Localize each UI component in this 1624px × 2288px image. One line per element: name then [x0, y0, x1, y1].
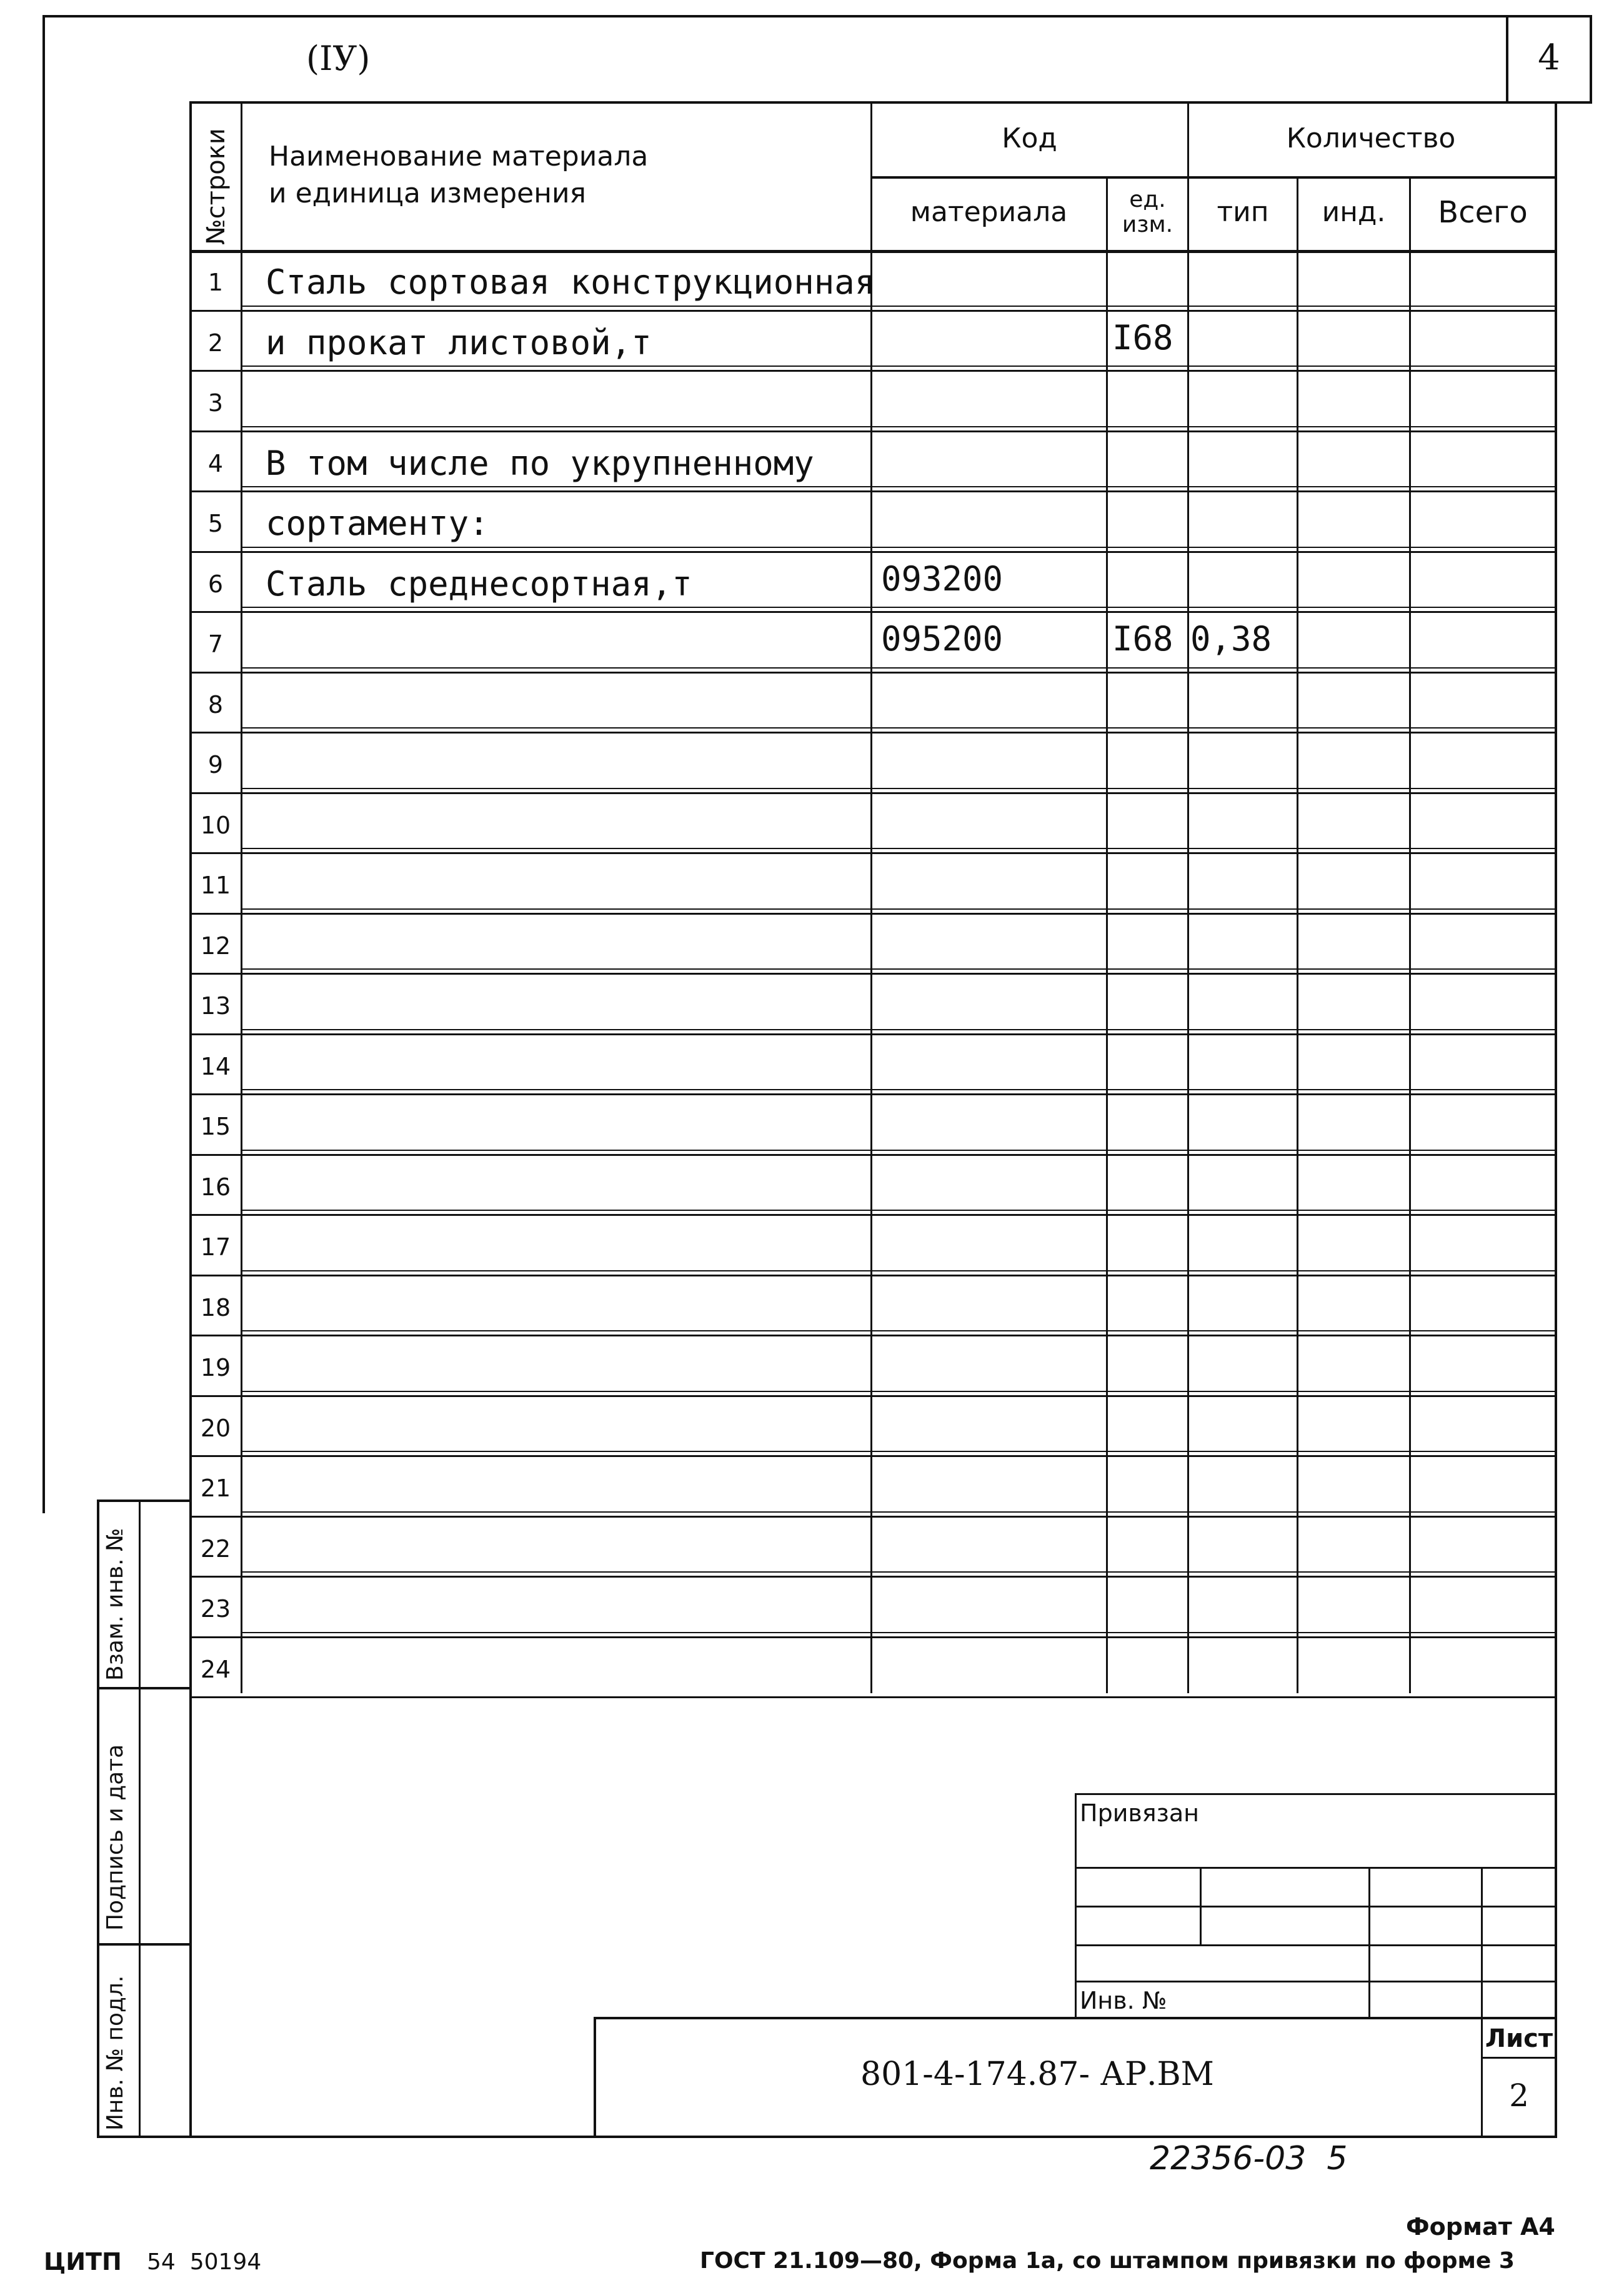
rowno-right: [241, 101, 242, 1693]
gost-note: ГОСТ 21.109—80, Форма 1а, со штампом привязки по форме 3: [700, 2248, 1515, 2274]
row-line: [191, 310, 1556, 312]
row-line-inner: [241, 727, 1556, 729]
col-ind: инд.: [1322, 196, 1386, 229]
row-number: 3: [207, 389, 224, 417]
material-right: [1106, 176, 1108, 1693]
row-line: [191, 370, 1556, 372]
stamp-h4: [1075, 1981, 1556, 1982]
stamp-inv-label: Инв. №: [1080, 1987, 1167, 2014]
cell-name: Сталь среднесортная,т: [266, 564, 692, 604]
row-line-inner: [241, 1391, 1556, 1392]
row-line-inner: [241, 306, 1556, 307]
row-number: 16: [200, 1173, 231, 1201]
row-line-inner: [241, 366, 1556, 367]
table-top: [191, 101, 1556, 104]
row-number: 12: [200, 932, 231, 960]
unit-right: [1187, 101, 1189, 1693]
col-material: материала: [910, 196, 1068, 229]
row-line: [191, 1516, 1556, 1518]
row-line-inner: [241, 547, 1556, 548]
row-number: 10: [200, 811, 231, 839]
row-line-inner: [241, 426, 1556, 427]
row-number: 19: [200, 1354, 231, 1381]
side-div-1: [97, 1687, 191, 1689]
publisher: ЦИТП: [44, 2248, 122, 2276]
stamp-h2: [1075, 1906, 1556, 1907]
row-line: [191, 1214, 1556, 1216]
row-line-inner: [241, 1632, 1556, 1633]
col-name-label: Наименование материала и единица измерения: [269, 140, 649, 209]
col-name: [269, 125, 769, 225]
side-div-3: [97, 2136, 191, 2138]
row-line: [191, 1636, 1556, 1638]
row-line-inner: [241, 607, 1556, 608]
stamp-top: [1075, 1793, 1556, 1795]
cell-unit: I68: [1112, 317, 1173, 357]
row-line: [191, 973, 1556, 975]
col-total: Всего: [1438, 194, 1528, 230]
stamp-h1: [1075, 1867, 1556, 1869]
row-line: [191, 430, 1556, 432]
row-line: [191, 1696, 1556, 1698]
col-row-no-label: №строки: [202, 128, 231, 245]
row-number: 14: [200, 1052, 231, 1080]
row-line-inner: [241, 667, 1556, 669]
code-subheader-line: [872, 176, 1556, 179]
row-line: [191, 672, 1556, 674]
row-number: 24: [200, 1655, 231, 1683]
row-line-inner: [241, 848, 1556, 849]
row-line: [191, 1093, 1556, 1095]
row-line-inner: [241, 1451, 1556, 1452]
row-line: [191, 852, 1556, 854]
row-line-inner: [241, 1571, 1556, 1573]
side-inner: [139, 1500, 141, 2138]
row-number: 22: [200, 1534, 231, 1563]
row-line: [191, 792, 1556, 794]
frame-bottom: [191, 2136, 1557, 2138]
stamp-v1: [1200, 1867, 1202, 1944]
side-strip-top: [97, 1500, 191, 1502]
row-number: 11: [200, 872, 231, 899]
row-number: 21: [200, 1475, 231, 1502]
label-sign-date: Подпись и дата: [102, 1744, 128, 1931]
row-number: 20: [200, 1414, 231, 1442]
row-number: 23: [200, 1595, 231, 1623]
col-code: Код: [1002, 122, 1057, 155]
frame-left: [42, 15, 45, 1513]
row-line-inner: [241, 908, 1556, 910]
side-div-2: [97, 1943, 191, 1946]
label-inv-replace: Взам. инв. №: [102, 1528, 128, 1681]
col-qty: Количество: [1286, 122, 1456, 155]
ind-right: [1409, 176, 1411, 1693]
cell-unit: I68: [1112, 619, 1173, 659]
row-line-inner: [241, 1150, 1556, 1151]
cell-code: 093200: [881, 559, 1004, 599]
row-line: [191, 1154, 1556, 1156]
row-number: 8: [207, 690, 224, 719]
row-number: 4: [207, 449, 224, 477]
page-number: 4: [1538, 37, 1560, 78]
table-right: [1555, 101, 1557, 2138]
cell-name: В том числе по укрупненному: [266, 443, 814, 483]
row-line: [191, 732, 1556, 734]
row-line-inner: [241, 1029, 1556, 1030]
frame-top: [42, 15, 1592, 17]
sheet-number: 2: [1509, 2077, 1529, 2114]
row-number: 9: [207, 751, 224, 778]
row-line-inner: [241, 788, 1556, 789]
row-number: 15: [200, 1113, 231, 1140]
cell-name: и прокат листовой,т: [266, 322, 652, 362]
sheet-mid: [1481, 2057, 1556, 2059]
header-bottom: [191, 250, 1556, 253]
type-right: [1297, 176, 1298, 1693]
row-number: 17: [200, 1233, 231, 1261]
row-line-inner: [241, 1511, 1556, 1513]
cell-name: Сталь сортовая конструкционная: [266, 262, 875, 302]
row-number: 6: [207, 570, 224, 598]
row-line-inner: [241, 968, 1556, 970]
row-line-inner: [241, 1330, 1556, 1331]
row-number: 18: [200, 1293, 231, 1321]
row-line: [191, 1576, 1556, 1578]
row-line: [191, 1395, 1556, 1397]
publisher-code: 54 50194: [147, 2249, 262, 2275]
row-line: [191, 1033, 1556, 1035]
stamp-v2: [1368, 1867, 1370, 2017]
label-inv-orig: Инв. № подл.: [102, 1975, 128, 2131]
row-line: [191, 1275, 1556, 1276]
section-label: (IУ): [306, 39, 371, 78]
col-row-no: [191, 101, 241, 250]
name-right: [870, 101, 872, 1693]
stamp-bound-label: Привязан: [1080, 1799, 1199, 1827]
row-line: [191, 611, 1556, 613]
cell-code: 095200: [881, 619, 1004, 659]
row-number: 13: [200, 992, 231, 1020]
row-line-inner: [241, 1270, 1556, 1271]
row-line: [191, 551, 1556, 553]
row-line-inner: [241, 486, 1556, 487]
row-line: [191, 1455, 1556, 1457]
row-line: [191, 913, 1556, 915]
stamp-v3: [1481, 1867, 1483, 2017]
side-strip-left: [97, 1500, 99, 2138]
row-number: 2: [207, 329, 224, 357]
designation: 801-4-174.87- АР.ВМ: [860, 2056, 1214, 2093]
row-line-inner: [241, 1089, 1556, 1090]
col-type: тип: [1217, 196, 1269, 229]
row-number: 7: [207, 630, 224, 658]
row-line: [191, 490, 1556, 492]
cell-name: сортаменту:: [266, 504, 489, 543]
row-line-inner: [241, 1210, 1556, 1211]
row-number: 1: [207, 269, 224, 296]
stamp-h3: [1075, 1944, 1556, 1946]
sheet-label: Лист: [1485, 2024, 1553, 2053]
cell-type: 0,38: [1190, 619, 1272, 659]
archive-number: 22356-03 5: [1150, 2140, 1348, 2177]
title-top: [594, 2017, 1556, 2019]
col-unit: ед. изм.: [1122, 187, 1173, 237]
row-line: [191, 1335, 1556, 1336]
row-number: 5: [207, 510, 224, 537]
format-label: Формат А4: [1406, 2213, 1555, 2241]
